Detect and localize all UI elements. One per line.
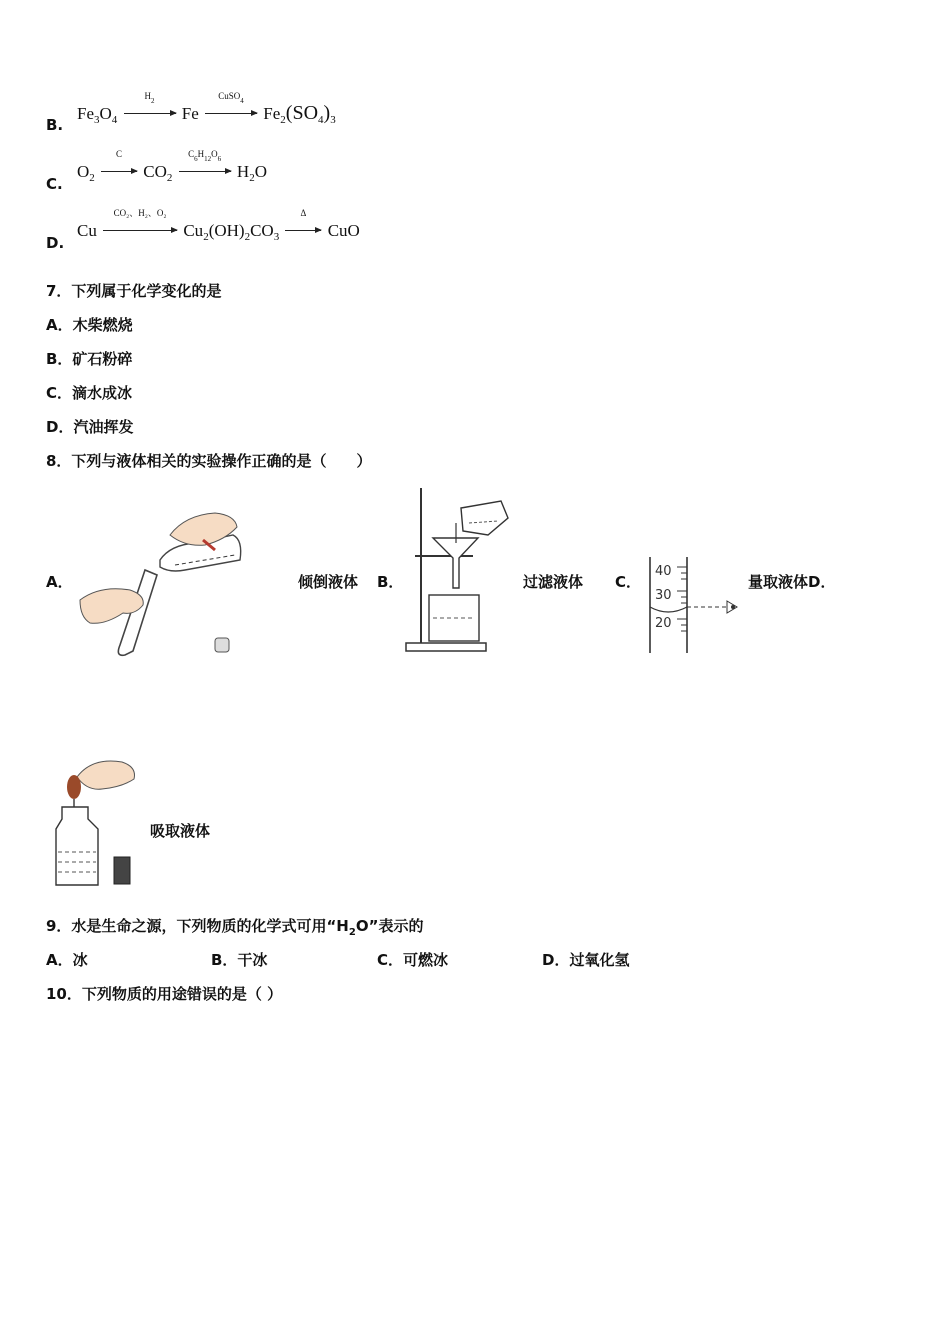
q8-option-b-label[interactable]: B． — [377, 573, 404, 591]
q9-option-c[interactable]: C．可燃冰 — [377, 951, 449, 969]
q9-option-a[interactable]: A．冰 — [46, 951, 88, 969]
q8-option-b-text: 过滤液体 — [523, 573, 584, 591]
q6-option-b-label: B. — [46, 116, 64, 134]
q8-option-a-text: 倾倒液体 — [298, 573, 359, 591]
q7-option-c[interactable]: C．滴水成冰 — [46, 384, 133, 402]
q6-option-d-equation: Cu CO₂、H₂、O₂ $Cu_2(OH)_2CO_3$ Δ CuO — [77, 208, 360, 243]
reaction-arrow: $H_2$ — [124, 104, 176, 124]
reaction-arrow: CuSO$_4$ — [205, 104, 257, 124]
reaction-arrow: CO₂、H₂、O₂ — [103, 221, 177, 241]
cylinder-tick-label: 20 — [655, 616, 672, 631]
pouring-liquid-illustration — [75, 505, 255, 660]
q8-option-d-text: 吸取液体 — [150, 822, 211, 840]
q9-stem: 9．水是生命之源，下列物质的化学式可用“$H_2O$”表示的 — [46, 917, 424, 938]
reaction-arrow: C — [101, 162, 137, 182]
q9-option-b[interactable]: B．干冰 — [211, 951, 268, 969]
q8-option-c-text: 量取液体D． — [748, 573, 836, 591]
cylinder-tick-label: 40 — [655, 564, 672, 579]
reaction-arrow: $C_6H_{12}O_6$ — [179, 162, 231, 182]
q6-option-c-label: C. — [46, 175, 63, 193]
cylinder-tick-label: 30 — [655, 588, 672, 603]
q10-stem: 10．下列物质的用途错误的是（ ） — [46, 985, 283, 1003]
q6-option-c-equation: $O_2$ C $CO_2$ $C_6H_{12}O_6$ $H_2O$ — [77, 149, 267, 184]
q7-option-a[interactable]: A．木柴燃烧 — [46, 316, 133, 334]
q8-option-c-label[interactable]: C． — [615, 573, 642, 591]
q8-option-a-label[interactable]: A． — [46, 573, 73, 591]
q8-stem: 8．下列与液体相关的实验操作正确的是（ ） — [46, 452, 372, 470]
q7-option-b[interactable]: B．矿石粉碎 — [46, 350, 133, 368]
q7-stem: 7．下列属于化学变化的是 — [46, 282, 222, 300]
dropper-illustration — [52, 757, 142, 889]
graduated-cylinder-illustration — [645, 555, 745, 655]
filtration-illustration — [403, 483, 518, 655]
reaction-arrow: Δ — [285, 221, 321, 241]
q9-option-d[interactable]: D．过氧化氢 — [542, 951, 630, 969]
q7-option-d[interactable]: D．汽油挥发 — [46, 418, 134, 436]
q6-option-b-equation: $Fe_3O_4$ $H_2$ Fe CuSO$_4$ $Fe_2(SO_4)_3$ — [77, 91, 336, 126]
q6-option-d-label: D. — [46, 234, 65, 252]
